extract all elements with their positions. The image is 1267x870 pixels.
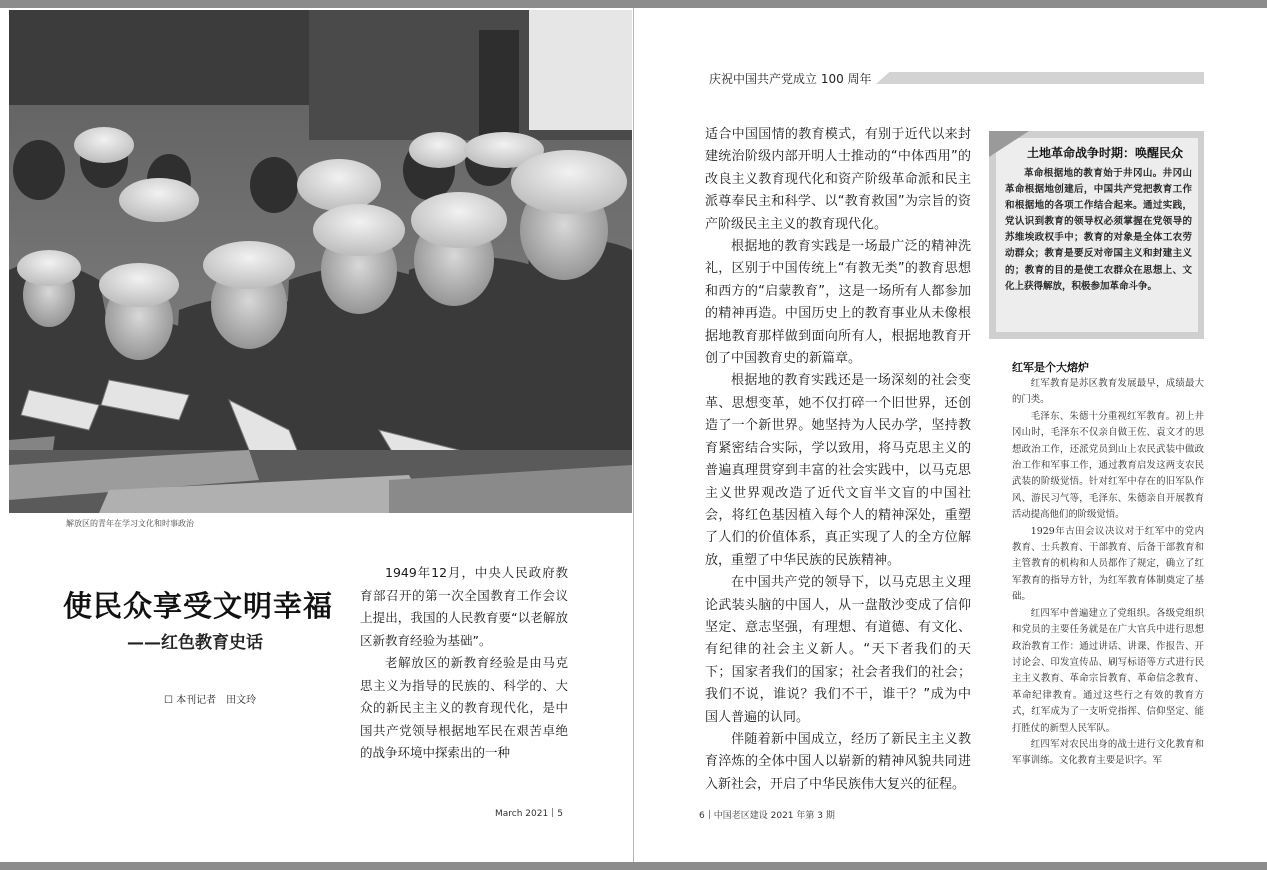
issue-date: March 2021 [495,809,549,819]
sidebox-title: 土地革命战争时期：唤醒民众 [1027,146,1184,160]
sidebox-paragraph: 革命根据地的教育始于井冈山。井冈山革命根据地创建后，中国共产党把教育工作和根据地的各项工作结合起来。通过实践，党认识到教育的领导权必须掌握在党领导的苏维埃政权手中；教育的对象是全体工农劳动群众；教育是要反对帝国主义和封建主义的；教育的目的是使工农群众在思想上、文化上获得解放，积极参加革命斗争。 [1005,168,1192,292]
page-number: 6 [699,811,705,821]
column-paragraph: 1929年古田会议决议对于红军中的党内教育、士兵教育、干部教育、后备干部教育和主管教育的机构和人员都作了规定，确立了红军教育的指导方针，为红军教育体制奠定了基础。 [1012,525,1204,603]
page-number: 5 [557,809,563,819]
body-paragraph: 1949年12月，中央人民政府教育部召开的第一次全国教育工作会议上提出，我国的人民教育要“以老解放区新教育经验为基础”。 [360,565,568,648]
author-byline: ☐ 本刊记者 田文玲 [164,695,257,706]
article-subtitle: ——红色教育史话 [127,633,263,653]
folio-divider [709,810,710,819]
page-spine [633,8,634,862]
column-paragraph: 红四军对农民出身的战士进行文化教育和军事训练。文化教育主要是识字。军 [1012,738,1204,767]
body-paragraph: 根据地的教育实践是一场最广泛的精神洗礼，区别于中国传统上“有教无类”的教育思想和西方的“启蒙教育”，这是一场所有人都参加的精神再造。中国历史上的教育事业从未像根据地教育那样做到面向所有人，根据地教育开创了中国教育史的新篇章。 [705,239,971,367]
right-body-text [705,124,971,796]
body-paragraph: 适合中国国情的教育模式，有别于近代以来封建统治阶级内部开明人士推动的“中体西用”的改良主义教育现代化和资产阶级革命派和民主派尊奉民主和科学、以“教育救国”为宗旨的资产阶级民主主义的教育现代化。 [705,127,971,232]
folio-divider [552,808,553,817]
right-page-folio [699,808,835,821]
top-border [0,0,1267,8]
photo-caption: 解放区的青年在学习文化和时事政治 [66,519,194,528]
publication-name: 中国老区建设 [713,811,768,821]
bottom-border [0,862,1267,870]
sidebox-text [1005,166,1192,295]
left-page-folio [495,808,563,819]
column-paragraph: 毛泽东、朱德十分重视红军教育。初上井冈山时，毛泽东不仅亲自做王佐、袁文才的思想政治工作，还派党员到山上农民武装中做政治工作和军事工作，通过教育启发这两支农民武装的阶级觉悟。针对红军中存在的旧军队作风、游民习气等，毛泽东、朱德亲自开展教育活动提高他们的阶级觉悟。 [1012,410,1204,521]
issue-number: 2021 年第 3 期 [770,811,835,821]
left-body-text [360,562,568,765]
running-head: 庆祝中国共产党成立 100 周年 [709,72,872,86]
column-title: 红军是个大熔炉 [1012,361,1089,374]
historical-photo [9,10,632,513]
article-title: 使民众享受文明幸福 [63,589,334,623]
body-paragraph: 根据地的教育实践还是一场深刻的社会变革、思想变革，她不仅打碎一个旧世界，还创造了一个新世界。她坚持为人民办学，坚持教育紧密结合实际，学以致用，将马克思主义的普遍真理贯穿到丰富的社会实践中，以马克思主义世界观改造了近代文盲半文盲的中国社会，将红色基因植入每个人的精神深处，重塑了人们的价值体系，真正实现了人的全方位解放，重塑了中华民族的民族精神。 [705,373,971,568]
body-paragraph: 老解放区的新教育经验是由马克思主义为指导的民族的、科学的、大众的新民主主义的教育现代化，是中国共产党领导根据地军民在艰苦卓绝的战争环境中探索出的一种 [360,655,568,760]
column-body [1012,376,1204,770]
column-paragraph: 红军教育是苏区教育发展最早，成绩最大的门类。 [1012,378,1204,406]
column-paragraph: 红四军中普遍建立了党组织。各级党组织和党员的主要任务就是在广大官兵中进行思想政治教育工作：通过讲话、讲课、作报告、开讨论会、印发宣传品、刷写标语等方式进行民主主义教育、革命宗旨教育、革命信念教育、革命纪律教育。通过这些行之有效的教育方式，红军成为了一支听党指挥、信仰坚定、能打胜仗的新型人民军队。 [1012,607,1204,734]
body-paragraph: 伴随着新中国成立，经历了新民主主义教育淬炼的全体中国人以崭新的精神风貌共同进入新社会，开启了中华民族伟大复兴的征程。 [705,731,971,792]
body-paragraph: 在中国共产党的领导下，以马克思主义理论武装头脑的中国人，从一盘散沙变成了信仰坚定、意志坚强，有理想、有道德、有文化、有纪律的社会主义新人。“天下者我们的天下；国家者我们的国家；社会者我们的社会；我们不说，谁说？我们不干，谁干？”成为中国人普遍的认同。 [705,575,971,725]
